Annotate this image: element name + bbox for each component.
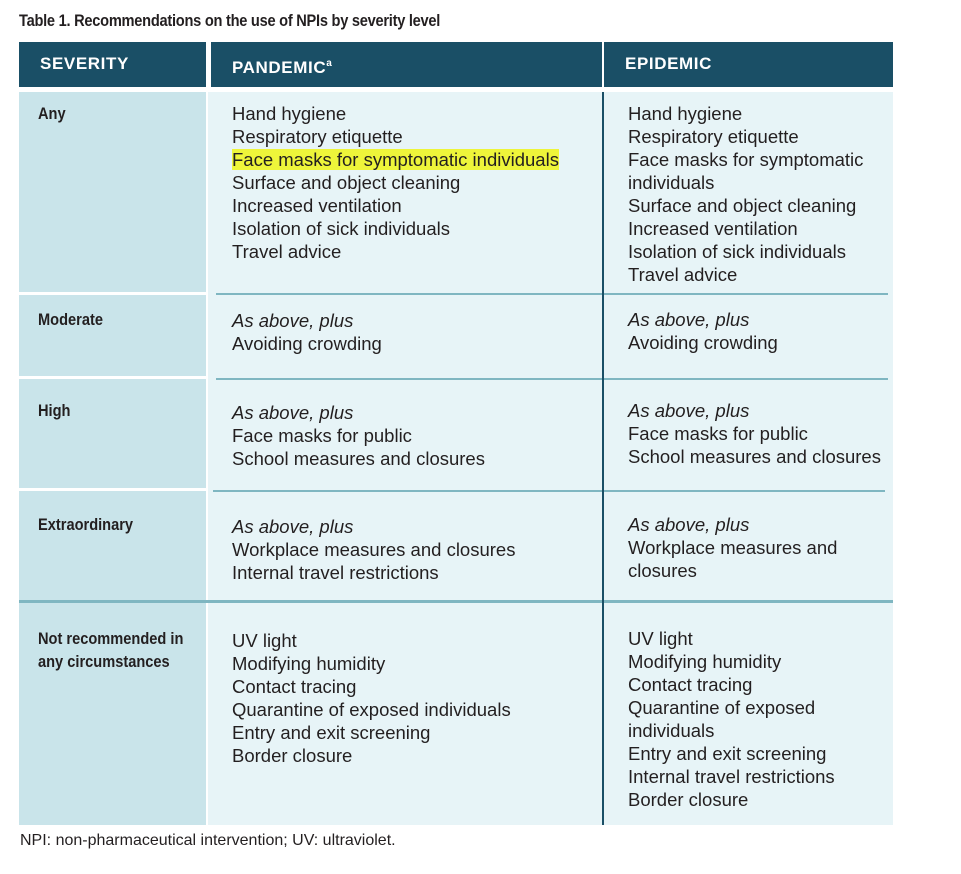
header-pandemic-footnote-mark: a	[326, 58, 332, 69]
column-divider	[602, 92, 604, 825]
as-above-label: As above, plus	[628, 309, 750, 330]
as-above-label: As above, plus	[232, 402, 354, 423]
severity-moderate: Moderate	[38, 310, 103, 329]
pandemic-cell-moderate	[232, 309, 382, 355]
list-item: Hand hygiene	[232, 103, 347, 124]
list-item-highlighted	[232, 148, 559, 171]
list-item: Quarantine of exposed individuals	[232, 699, 511, 720]
list-item: Isolation of sick individuals	[628, 241, 846, 262]
list-item: Isolation of sick individuals	[232, 218, 450, 239]
list-item: Entry and exit screening	[628, 743, 827, 764]
list-item: Respiratory etiquette	[232, 126, 403, 147]
header-epidemic	[604, 42, 893, 87]
list-item: Workplace measures and closures	[232, 539, 516, 560]
list-item: Face masks for public	[232, 425, 412, 446]
severity-not-recommended	[38, 627, 183, 673]
list-item: Increased ventilation	[232, 195, 402, 216]
list-item: Surface and object cleaning	[628, 195, 857, 216]
list-item: Face masks for public	[628, 423, 808, 444]
list-item: Travel advice	[628, 264, 738, 285]
list-item: UV light	[232, 630, 297, 651]
highlight-mark: Face masks for symptomatic individuals	[232, 149, 559, 170]
severity-not-recommended-line: Not recommended in	[38, 629, 184, 648]
list-item: Border closure	[232, 745, 353, 766]
header-epidemic-label: EPIDEMIC	[625, 54, 712, 73]
list-item: Increased ventilation	[628, 218, 798, 239]
list-item: closures	[628, 560, 697, 581]
table-footnote: NPI: non-pharmaceutical intervention; UV: ultraviolet.	[20, 832, 396, 849]
list-item: Hand hygiene	[628, 103, 743, 124]
list-item: Border closure	[628, 789, 749, 810]
epidemic-cell-high	[628, 399, 881, 468]
row-divider	[19, 488, 206, 491]
severity-column	[19, 92, 206, 825]
header-pandemic-label: PANDEMIC	[232, 58, 327, 77]
header-severity	[19, 42, 206, 87]
severity-extraordinary: Extraordinary	[38, 515, 134, 534]
list-item: Modifying humidity	[232, 653, 386, 674]
row-divider	[19, 376, 206, 379]
list-item: UV light	[628, 628, 693, 649]
list-item: Surface and object cleaning	[232, 172, 461, 193]
list-item: School measures and closures	[232, 448, 485, 469]
list-item: Face masks for symptomatic	[628, 149, 864, 170]
as-above-label: As above, plus	[628, 514, 750, 535]
row-divider	[213, 490, 885, 492]
list-item: School measures and closures	[628, 446, 881, 467]
header-pandemic	[211, 42, 602, 87]
list-item: Internal travel restrictions	[628, 766, 835, 787]
list-item: Respiratory etiquette	[628, 126, 799, 147]
header-severity-label: SEVERITY	[40, 54, 129, 73]
pandemic-cell-any	[232, 102, 559, 263]
pandemic-cell-not-recommended	[232, 629, 511, 767]
list-item: individuals	[628, 172, 715, 193]
list-item: individuals	[628, 720, 715, 741]
list-item: Avoiding crowding	[628, 332, 778, 353]
as-above-label: As above, plus	[232, 516, 354, 537]
list-item: Contact tracing	[628, 674, 753, 695]
row-divider	[19, 292, 206, 295]
table-title: Table 1. Recommendations on the use of NPIs by severity level	[19, 11, 441, 30]
list-item: Workplace measures and	[628, 537, 838, 558]
severity-any: Any	[38, 104, 66, 123]
list-item: Travel advice	[232, 241, 342, 262]
as-above-label: As above, plus	[232, 310, 354, 331]
list-item: Contact tracing	[232, 676, 357, 697]
epidemic-cell-not-recommended	[628, 627, 835, 811]
list-item: Quarantine of exposed	[628, 697, 816, 718]
epidemic-cell-extraordinary	[628, 513, 837, 582]
list-item: Modifying humidity	[628, 651, 782, 672]
severity-not-recommended-line: any circumstances	[38, 652, 170, 671]
list-item: Avoiding crowding	[232, 333, 382, 354]
pandemic-cell-extraordinary	[232, 515, 515, 584]
row-divider	[216, 293, 888, 295]
list-item: Internal travel restrictions	[232, 562, 439, 583]
row-divider	[216, 378, 888, 380]
epidemic-cell-moderate	[628, 308, 778, 354]
row-divider	[19, 600, 893, 603]
severity-high: High	[38, 401, 71, 420]
pandemic-cell-high	[232, 401, 485, 470]
epidemic-cell-any	[628, 102, 863, 286]
list-item: Entry and exit screening	[232, 722, 431, 743]
as-above-label: As above, plus	[628, 400, 750, 421]
